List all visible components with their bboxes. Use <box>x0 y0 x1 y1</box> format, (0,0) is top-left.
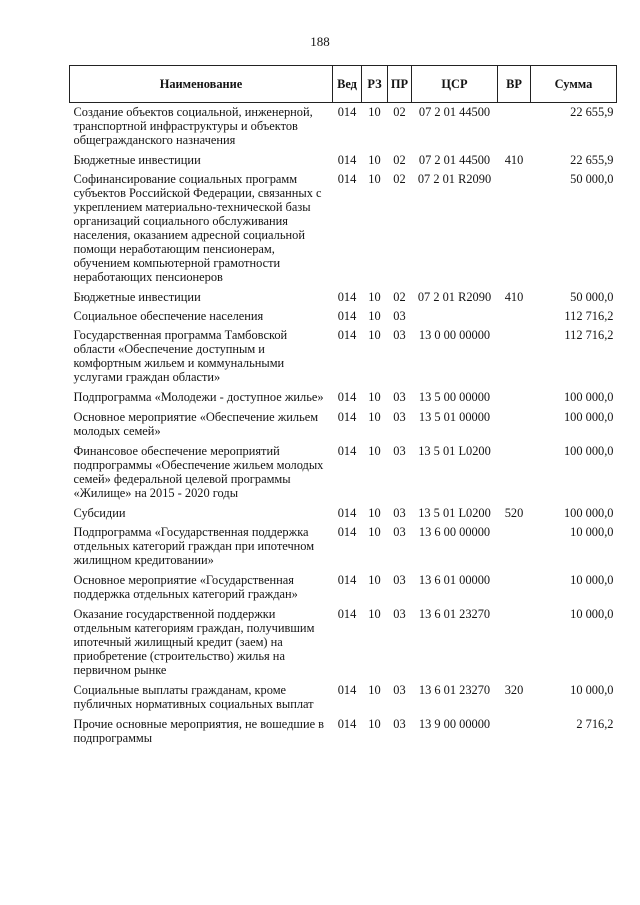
header-sum: Сумма <box>531 66 617 103</box>
row-csr: 07 2 01 R2090 <box>417 172 492 186</box>
row-name: Подпрограмма «Государственная поддержка отдельных категорий граждан при ипотечном жилищном кредитовании» <box>73 525 315 567</box>
row-ved: 014 <box>337 172 357 186</box>
row-vr: 410 <box>504 290 524 304</box>
row-pr: 03 <box>393 410 406 424</box>
row-name: Социальные выплаты гражданам, кроме публичных нормативных социальных выплат <box>73 683 314 711</box>
row-pr: 03 <box>393 573 406 587</box>
table-row <box>70 444 617 506</box>
row-pr: 03 <box>393 506 406 520</box>
header-vr: ВР <box>498 66 531 103</box>
row-sum: 22 655,9 <box>570 153 614 167</box>
table-row <box>70 103 617 154</box>
header-pr: ПР <box>388 66 412 103</box>
row-vr <box>498 607 531 683</box>
row-name: Социальное обеспечение населения <box>73 309 264 323</box>
row-csr: 13 9 00 00000 <box>418 717 491 731</box>
row-name: Основное мероприятие «Государственная поддержка отдельных категорий граждан» <box>73 573 298 601</box>
row-rz: 10 <box>368 444 381 458</box>
header-rz: РЗ <box>362 66 388 103</box>
row-name: Оказание государственной поддержки отдельным категориям граждан, получившим ипотечный жилищный кредит (заем) на приобретение (строительство) жилья на первичном рынке <box>73 607 315 677</box>
row-vr <box>498 525 531 573</box>
row-sum: 50 000,0 <box>570 290 614 304</box>
row-sum: 100 000,0 <box>563 506 614 520</box>
row-sum: 10 000,0 <box>570 573 614 587</box>
row-pr: 03 <box>393 328 406 342</box>
row-csr: 07 2 01 44500 <box>418 105 491 119</box>
row-pr: 03 <box>393 525 406 539</box>
row-vr <box>498 410 531 444</box>
row-pr: 03 <box>393 607 406 621</box>
budget-table <box>69 65 617 751</box>
row-name: Государственная программа Тамбовской области «Обеспечение доступным и комфортным жильем и коммунальными услугами граждан области» <box>73 328 288 384</box>
row-vr <box>498 717 531 751</box>
table-row <box>70 683 617 717</box>
row-name: Прочие основные мероприятия, не вошедшие в подпрограммы <box>73 717 325 745</box>
row-rz: 10 <box>368 172 381 186</box>
table-row <box>70 573 617 607</box>
row-csr: 07 2 01 R2090 <box>417 290 492 304</box>
table-row <box>70 410 617 444</box>
row-ved: 014 <box>337 683 357 697</box>
row-csr: 13 6 01 00000 <box>418 573 491 587</box>
row-sum: 112 716,2 <box>564 328 614 342</box>
table-body <box>70 103 617 752</box>
table-row <box>70 309 617 328</box>
row-pr: 03 <box>393 309 406 323</box>
row-vr <box>498 390 531 410</box>
row-csr: 13 5 01 L0200 <box>418 444 491 458</box>
row-name: Бюджетные инвестиции <box>73 153 201 167</box>
row-ved: 014 <box>337 328 357 342</box>
row-name: Создание объектов социальной, инженерной, транспортной инфраструктуры и объектов общегражданского назначения <box>73 105 313 147</box>
row-rz: 10 <box>368 290 381 304</box>
row-rz: 10 <box>368 390 381 404</box>
row-csr: 13 5 01 00000 <box>418 410 491 424</box>
row-pr: 02 <box>393 290 406 304</box>
table-row <box>70 506 617 525</box>
row-sum: 2 716,2 <box>576 717 614 731</box>
row-ved: 014 <box>337 506 357 520</box>
header-ved: Вед <box>333 66 362 103</box>
row-ved: 014 <box>337 573 357 587</box>
row-rz: 10 <box>368 717 381 731</box>
row-pr: 03 <box>393 444 406 458</box>
row-csr: 13 6 00 00000 <box>418 525 491 539</box>
row-vr <box>498 103 531 154</box>
row-ved: 014 <box>337 309 357 323</box>
row-name: Финансовое обеспечение мероприятий подпрограммы «Обеспечение жильем молодых семей» федеральной целевой программы «Жилище» на 2015 - 2020 годы <box>73 444 324 500</box>
table-row <box>70 390 617 410</box>
table-row <box>70 328 617 390</box>
row-csr: 13 5 00 00000 <box>418 390 491 404</box>
row-rz: 10 <box>368 105 381 119</box>
row-sum: 50 000,0 <box>570 172 614 186</box>
row-pr: 03 <box>393 390 406 404</box>
row-name: Софинансирование социальных программ субъектов Российской Федерации, связанных с укреплением материально-технической базы организаций социального обслуживания населения, оказанием адресной социальной помощи неработающим пенсионерам, обучением компьютерной грамотности неработающих пенсионеров <box>73 172 322 284</box>
header-row <box>70 66 617 103</box>
row-vr <box>498 172 531 290</box>
row-ved: 014 <box>337 607 357 621</box>
row-sum: 112 716,2 <box>564 309 614 323</box>
row-ved: 014 <box>337 390 357 404</box>
row-csr <box>412 309 498 328</box>
table-row <box>70 172 617 290</box>
row-vr <box>498 573 531 607</box>
row-sum: 10 000,0 <box>570 607 614 621</box>
row-vr <box>498 309 531 328</box>
row-name: Подпрограмма «Молодежи - доступное жилье» <box>73 390 324 404</box>
row-ved: 014 <box>337 153 357 167</box>
row-name: Основное мероприятие «Обеспечение жильем молодых семей» <box>73 410 319 438</box>
row-csr: 13 0 00 00000 <box>418 328 491 342</box>
header-name: Наименование <box>70 66 333 103</box>
table-row <box>70 525 617 573</box>
row-pr: 02 <box>393 153 406 167</box>
table-header <box>70 66 617 103</box>
row-ved: 014 <box>337 525 357 539</box>
row-pr: 03 <box>393 717 406 731</box>
page-number: 188 <box>310 34 330 49</box>
row-rz: 10 <box>368 410 381 424</box>
row-rz: 10 <box>368 309 381 323</box>
row-vr <box>498 444 531 506</box>
table-row <box>70 607 617 683</box>
row-ved: 014 <box>337 444 357 458</box>
table-row <box>70 153 617 172</box>
row-csr: 13 6 01 23270 <box>418 607 491 621</box>
row-sum: 100 000,0 <box>563 444 614 458</box>
row-sum: 100 000,0 <box>563 410 614 424</box>
row-vr <box>498 328 531 390</box>
row-name: Бюджетные инвестиции <box>73 290 201 304</box>
row-sum: 22 655,9 <box>570 105 614 119</box>
row-name: Субсидии <box>73 506 126 520</box>
table-row <box>70 290 617 309</box>
row-vr: 520 <box>504 506 524 520</box>
row-pr: 02 <box>393 105 406 119</box>
row-rz: 10 <box>368 153 381 167</box>
header-csr: ЦСР <box>412 66 498 103</box>
row-pr: 02 <box>393 172 406 186</box>
row-rz: 10 <box>368 683 381 697</box>
row-csr: 13 5 01 L0200 <box>418 506 491 520</box>
row-rz: 10 <box>368 607 381 621</box>
row-csr: 13 6 01 23270 <box>418 683 491 697</box>
row-ved: 014 <box>337 717 357 731</box>
row-pr: 03 <box>393 683 406 697</box>
row-vr: 410 <box>504 153 524 167</box>
row-ved: 014 <box>337 105 357 119</box>
row-sum: 10 000,0 <box>570 683 614 697</box>
row-sum: 100 000,0 <box>563 390 614 404</box>
table-row <box>70 717 617 751</box>
row-vr: 320 <box>504 683 524 697</box>
row-rz: 10 <box>368 506 381 520</box>
row-rz: 10 <box>368 328 381 342</box>
row-sum: 10 000,0 <box>570 525 614 539</box>
row-ved: 014 <box>337 290 357 304</box>
row-csr: 07 2 01 44500 <box>418 153 491 167</box>
row-ved: 014 <box>337 410 357 424</box>
row-rz: 10 <box>368 525 381 539</box>
row-rz: 10 <box>368 573 381 587</box>
